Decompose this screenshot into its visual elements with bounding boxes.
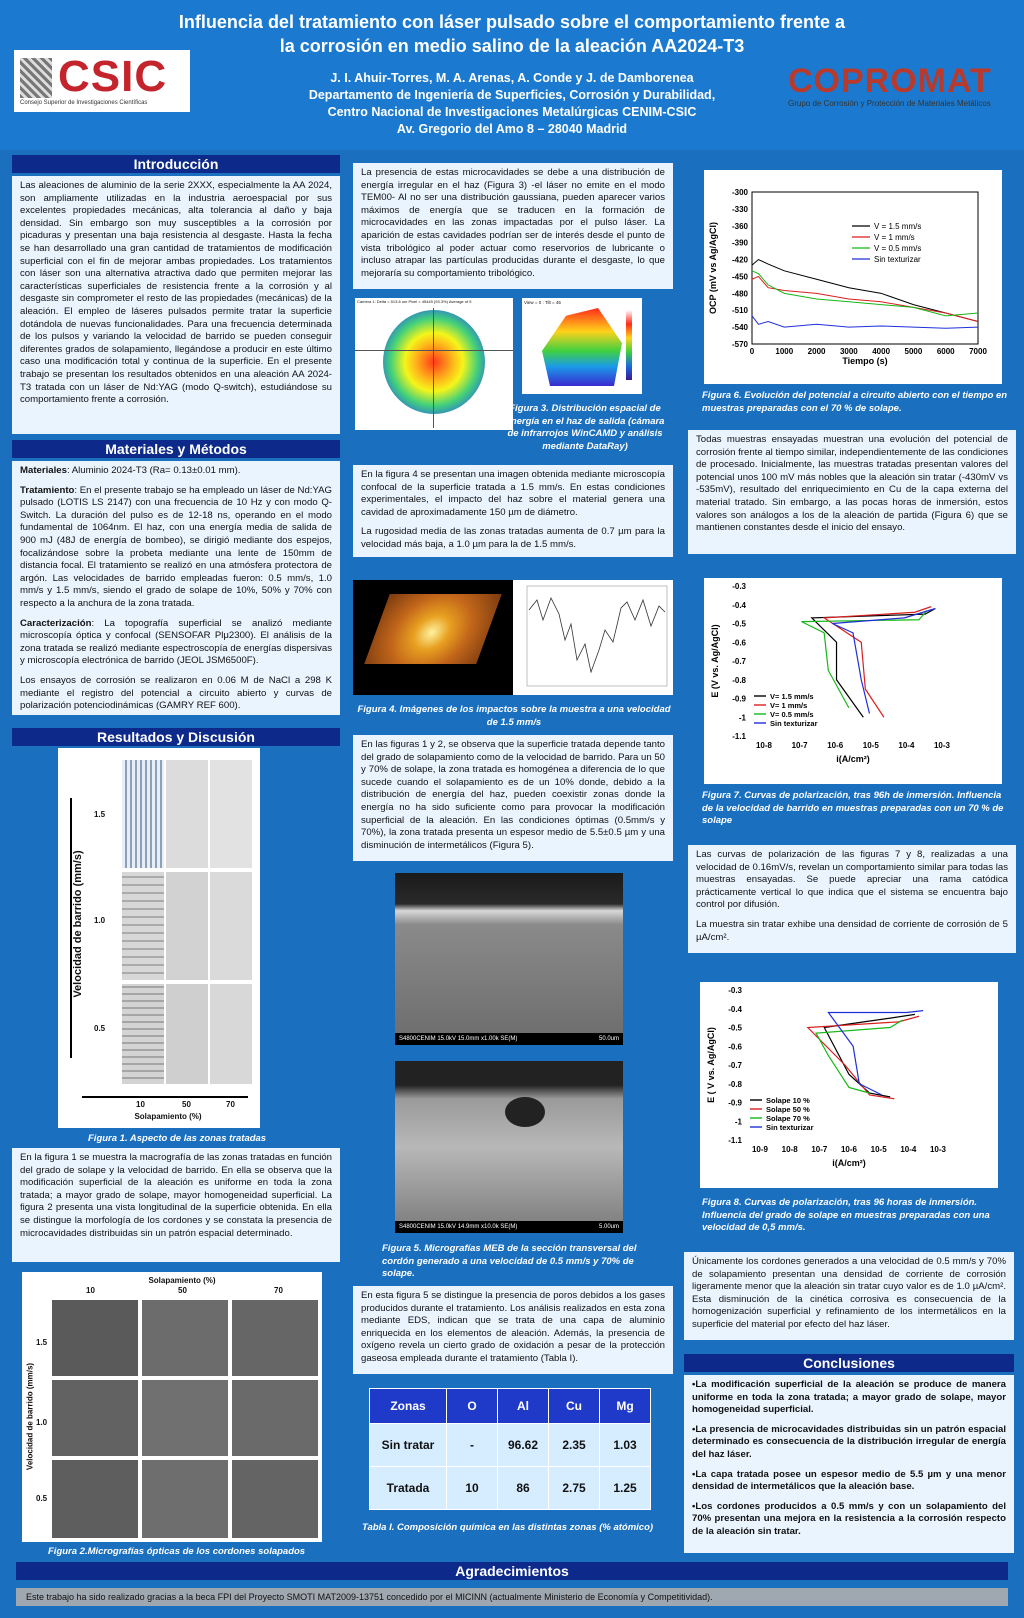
figure-6-legend-label: V = 1 mm/s bbox=[874, 233, 915, 242]
figure-2-xlabel: Solapamiento (%) bbox=[148, 1276, 216, 1285]
figure-5-sem-info-2: S4800CENIM 15.0kV 14.9mm x10.0k SE(M) bbox=[399, 1224, 518, 1230]
figure-3-label-right: View = 0 : Tilt = 45 bbox=[524, 300, 561, 305]
figure-1-sample-image bbox=[166, 872, 208, 980]
figure-8-xtick: 10-8 bbox=[781, 1145, 798, 1154]
table-cell: 1.03 bbox=[600, 1424, 651, 1467]
microcavities-paragraph: La presencia de estas microcavidades se debe a una distribución de energía irregular en el haz (Figura 3) -el láser no emite en el modo TEM00- Al no ser una distribución gaussiana, pueden aparecer varios máximos de energía que se traducen en la formación de microcavidades en las zonas impactadas por el pulso láser. La aparición de estas cavidades podrían ser de interés desde el punto de vista tribológico al poder actuar como reservorios de lubricante o incluso atrapar las partículas producidas durante el desgaste, lo que mejoraría su comportamiento tribológico. bbox=[361, 167, 665, 279]
figure-6-series-line bbox=[752, 276, 978, 321]
figure-8-series-line bbox=[824, 1014, 915, 1097]
eds-paragraph: En esta figura 5 se distingue la presencia de poros debidos a los gases producidos durante el tratamiento. Los análisis realizados en esta zona mediante EDS, indican que se trata de una capa de aluminio enriquecida en los elementos de aleación. Además, la presencia de oxígeno revela un cierto grado de oxidación a pesar de la protección gaseosa empleada durante el tratamiento (Tabla I). bbox=[361, 1290, 665, 1364]
figure-8-ylabel: E ( V vs. Ag/AgCl) bbox=[706, 1027, 716, 1103]
figure-7-ylabel: E (V vs. Ag/AgCl) bbox=[710, 624, 720, 698]
table-cell: Sin tratar bbox=[370, 1424, 447, 1467]
figure-2-micrograph bbox=[142, 1460, 228, 1538]
figure-2-xtick: 10 bbox=[86, 1286, 95, 1295]
figure-6-legend-label: V = 0.5 mm/s bbox=[874, 244, 922, 253]
figure-7-xtick: 10-3 bbox=[933, 741, 951, 750]
polarization-paragraph: Las curvas de polarización de las figuras 7 y 8, realizadas a una velocidad de 0.16mV/s, revelan un comportamiento similar para todas las muestras ensayadas. Se puede apreciar una rama catódica prácticamente vertical lo que indica que el sistema se encuentra bajo control por difusión. bbox=[696, 849, 1008, 911]
figure-8-legend-label: Sin texturizar bbox=[766, 1123, 814, 1132]
figure-6-caption: Figura 6. Evolución del potencial a circuito abierto con el tiempo en muestras preparadas con el 70 % de solape. bbox=[702, 390, 1008, 414]
figure-5-sem-bar-1 bbox=[395, 1033, 623, 1045]
figure-8-xtick: 10-3 bbox=[929, 1145, 947, 1154]
figure-5-sem-scale-2: 5.00um bbox=[598, 1224, 619, 1230]
figure-1-caption: Figura 1. Aspecto de las zonas tratadas bbox=[88, 1133, 267, 1144]
figure-6-ylabel: OCP (mV vs Ag/AgCl) bbox=[708, 221, 718, 315]
figure-6-ytick: -480 bbox=[731, 289, 748, 299]
figure-2-ytick: 1.5 bbox=[36, 1338, 48, 1347]
figure-3-heatmap bbox=[383, 310, 485, 414]
table-cell: Tratada bbox=[370, 1467, 447, 1510]
column-3-text-2 bbox=[688, 845, 1016, 953]
figure-5-sem-image-1 bbox=[395, 873, 623, 1045]
figure-6-xlabel: Tiempo (s) bbox=[842, 356, 888, 366]
figure-8-panel bbox=[700, 982, 998, 1188]
intro-text bbox=[12, 176, 340, 434]
csic-logo-word: CSIC bbox=[58, 52, 168, 101]
figure-5-sem-scale-1: 50.0um bbox=[598, 1036, 619, 1042]
table-row bbox=[370, 1467, 651, 1510]
figure-1-ytick: 1.0 bbox=[94, 916, 106, 925]
column-2-text-2 bbox=[353, 465, 673, 557]
conclusion-item: •Los cordones producidos a 0.5 mm/s y con un solapamiento del 70% presentan una mejora en la resistencia a la corrosión respecto de la aleación sin tratar. bbox=[692, 1500, 1006, 1537]
csic-logo bbox=[14, 50, 190, 112]
figure-2-caption: Figura 2.Micrografías ópticas de los cordones solapados bbox=[48, 1546, 306, 1557]
figure-7-ytick: -0.5 bbox=[732, 619, 746, 629]
table-header-row bbox=[370, 1389, 651, 1424]
figure-8-ytick: -0.7 bbox=[728, 1061, 742, 1070]
authors: J. I. Ahuir-Torres, M. A. Arenas, A. Conde y J. de Damborenea bbox=[330, 71, 694, 85]
figure-7-legend-label: V= 1.5 mm/s bbox=[770, 692, 814, 701]
section-conclusions-header: Conclusiones bbox=[684, 1354, 1014, 1372]
figure-7-xlabel: i(A/cm²) bbox=[836, 754, 870, 764]
figure-4-profile-svg bbox=[513, 580, 673, 695]
figure-6-series-line bbox=[752, 316, 978, 328]
characterization-paragraph bbox=[20, 618, 332, 668]
table-cell: 1.25 bbox=[600, 1467, 651, 1510]
table-caption: Tabla I. Composición química en las distintas zonas (% atómico) bbox=[362, 1522, 654, 1533]
figure-2-micrograph bbox=[232, 1460, 318, 1538]
figure-1-x-axis bbox=[82, 1096, 248, 1098]
current-density-paragraph: La muestra sin tratar exhibe una densidad de corriente de corrosión de 5 µA/cm². bbox=[696, 918, 1008, 943]
figure-1-ylabel: Velocidad de barrido (mm/s) bbox=[72, 850, 84, 998]
characterization-label: Caracterización bbox=[20, 617, 92, 629]
figure-6-panel bbox=[704, 170, 1002, 384]
figure-8-ytick: -0.3 bbox=[728, 986, 742, 995]
figure-6-xtick: 6000 bbox=[936, 347, 955, 356]
figure-4-profile-plot bbox=[513, 580, 673, 695]
table-header-cell: Zonas bbox=[370, 1389, 447, 1424]
figure-7-caption: Figura 7. Curvas de polarización, tras 96h de inmersión. Influencia de la velocidad de barrido en muestras preparadas con un 70 % de solape bbox=[702, 790, 1004, 826]
conclusion-item: •La modificación superficial de la aleación se produce de manera uniforme en toda la zona tratada; a mayor grado de solape, mayor homogeneidad superficial. bbox=[692, 1379, 1006, 1416]
figure-2-micrograph bbox=[52, 1380, 138, 1456]
table-header-cell: Cu bbox=[549, 1389, 600, 1424]
figure-6-ytick: -300 bbox=[731, 188, 748, 197]
figure-8-ytick: -0.5 bbox=[728, 1023, 742, 1033]
figure-7-xtick: 10-6 bbox=[827, 741, 844, 750]
figure-7-legend-label: V= 1 mm/s bbox=[770, 701, 808, 710]
materials-paragraph bbox=[20, 465, 332, 478]
acknowledgements-text: Este trabajo ha sido realizado gracias a la beca FPI del Proyecto SMOTI MAT2009-13751 concedido por el MICINN (actualmente Ministerio de Economía y Competitividad). bbox=[16, 1588, 1008, 1606]
table-cell: 96.62 bbox=[498, 1424, 549, 1467]
figure-6-xtick: 2000 bbox=[807, 347, 826, 356]
figure-8-xtick: 10-9 bbox=[751, 1145, 769, 1154]
figure-8-caption: Figura 8. Curvas de polarización, tras 96 horas de inmersión. Influencia del grado de solape en muestras preparadas con una velocidad de 0,5 mm/s. bbox=[702, 1197, 990, 1233]
address: Av. Gregorio del Amo 8 – 28040 Madrid bbox=[396, 122, 628, 136]
figure-4-surface bbox=[364, 594, 501, 664]
figure-6-ytick: -540 bbox=[731, 323, 748, 333]
figure-1-sample-image bbox=[122, 984, 164, 1084]
title-line-2: la corrosión en medio salino de la aleación AA2024-T3 bbox=[279, 36, 745, 56]
figure-8-ytick: -0.6 bbox=[728, 1042, 742, 1052]
figure-3-label-left: Camera 1: Delta = 513.6 um Pixel = 45445 (93.3%) Average of 5 bbox=[357, 299, 472, 304]
section-ack-header: Agradecimientos bbox=[16, 1562, 1008, 1580]
figure-7-series-line bbox=[832, 609, 935, 714]
figure-1-xtick: 50 bbox=[182, 1100, 191, 1109]
figure-6-legend-label: Sin texturizar bbox=[874, 255, 921, 264]
section-results-header: Resultados y Discusión bbox=[12, 728, 340, 746]
figure-6-series-line bbox=[752, 271, 978, 316]
figure-5-pore bbox=[505, 1097, 545, 1127]
figure-8-ytick: -0.8 bbox=[728, 1079, 742, 1089]
figure-7-ytick: -0.9 bbox=[732, 694, 746, 704]
conclusion-item: •La capa tratada posee un espesor medio de 5.5 µm y una menor densidad de intermetálicos que la aleación base. bbox=[692, 1468, 1006, 1493]
title-line-1: Influencia del tratamiento con láser pulsado sobre el comportamiento frente a bbox=[178, 12, 846, 32]
section-methods-header: Materiales y Métodos bbox=[12, 440, 340, 458]
figure-3-3d-profile bbox=[522, 298, 642, 394]
figure-8-legend-label: Solape 50 % bbox=[766, 1105, 810, 1114]
figure-6-xtick: 5000 bbox=[904, 347, 923, 356]
figure-8-xtick: 10-6 bbox=[840, 1145, 858, 1154]
figure-2-ytick: 1.0 bbox=[36, 1418, 48, 1427]
intro-paragraph: Las aleaciones de aluminio de la serie 2XXX, especialmente la AA 2024, son ampliamente utilizadas en la industria aeroespacial por sus excelentes propiedades mecánicas, alta tolerancia al daño y baja densidad. Sin embargo son muy susceptibles a la corrosión por picaduras y presentan una baja resistencia al desgaste. Hasta la fecha se han desarrollado una gran cantidad de tratamientos de modificación superficial con el fin de mejorar ambas propiedades. Los tratamientos con láser son una alternativa atractiva dado que permiten mejorar las características superficiales de resistencia frente a la corrosión y al desgaste sin comprometer el resto de las propiedades (mecánicas) de la aleación. El empleo de láseres pulsados permite tratar la superficie dotándola de nuevas funcionalidades. Para una frecuencia determinada de los pulsos y variando la velocidad de barrido se pueden conseguir diferentes grados de solapamiento, llegándose a producir en este último caso una modificación total y continua de la superficie. En el presente trabajo se presentan los resultados obtenidos en una aleación AA 2024-T3 tratada con un láser de Nd:YAG (modo Q-switch), estudiándose su comportamiento frente a corrosión. bbox=[20, 180, 332, 406]
table-header-cell: O bbox=[447, 1389, 498, 1424]
figure-8-legend-label: Solape 70 % bbox=[766, 1114, 810, 1123]
figure-6-chart bbox=[704, 170, 1002, 384]
treatment-label: Tratamiento bbox=[20, 484, 75, 496]
conclusion-item: •La presencia de microcavidades distribuidas sin un patrón espacial determinado es consecuencia de la distribución irregular de energía del haz láser. bbox=[692, 1423, 1006, 1460]
figure-2-ylabel: Velocidad de barrido (mm/s) bbox=[25, 1362, 35, 1471]
figure-1-sample-image bbox=[210, 760, 252, 868]
treatment-paragraph bbox=[20, 485, 332, 611]
corrosion-paragraph: Los ensayos de corrosión se realizaron en 0.06 M de NaCl a 298 K mediante el registro del potencial a circuito abierto y curvas de polarización potenciodinámicas (GAMRY REF 600). bbox=[20, 674, 332, 712]
figure-2-micrograph bbox=[142, 1380, 228, 1456]
figure-6-ytick: -330 bbox=[731, 204, 748, 214]
table-row bbox=[370, 1424, 651, 1467]
column-2-text-1 bbox=[353, 163, 673, 289]
figure-7-chart bbox=[704, 578, 1002, 784]
column-3-text-1 bbox=[688, 430, 1016, 554]
centre: Centro Nacional de Investigaciones Metalúrgicas CENIM-CSIC bbox=[327, 105, 697, 119]
figure-5-sem-info-1: S4800CENIM 15.0kV 15.0mm x1.00k SE(M) bbox=[399, 1036, 518, 1042]
figure-1-sample-image bbox=[166, 984, 208, 1084]
figure-8-ytick: -1 bbox=[734, 1117, 742, 1127]
figure-7-ytick: -1 bbox=[738, 713, 746, 723]
figure-7-xtick: 10-7 bbox=[791, 741, 808, 750]
confocal-paragraph: En la figura 4 se presentan una imagen obtenida mediante microscopía confocal de la superficie tratada a 1.5 mm/s. En estas condiciones experimentales, el impacto del haz sobre el material genera una cavidad de aproximadamente 150 µm de diámetro. bbox=[361, 469, 665, 518]
figure-4-caption: Figura 4. Imágenes de los impactos sobre la muestra a una velocidad de 1.5 mm/s bbox=[357, 704, 671, 728]
kinetics-paragraph: Únicamente los cordones generados a una velocidad de 0.5 mm/s y 70% de solapamiento presentan una densidad de corriente de corrosión ligeramente menor que la aleación sin tratar cuyo valor es de 1.0 µA/cm². Esta disminución de la cinética corrosiva es consecuencia de la homogenización superficial y refinamiento de los intermetálicos en la superficie del material por efecto del haz láser. bbox=[692, 1256, 1006, 1330]
figure-3-3d-surface bbox=[542, 308, 622, 386]
figure-1-sample-image bbox=[122, 872, 164, 980]
figure-6-ytick: -450 bbox=[731, 272, 748, 282]
figure-1-sample-image bbox=[210, 872, 252, 980]
treatment-value: : En el presente trabajo se ha empleado un láser de Nd:YAG pulsado (LOTIS LS 2147) con una frecuencia de 10 Hz y con modo Q-Switch. La duración del pulso es de 12-18 ns, operando en el modo fundamental de 1064nm. El haz, con una energía media de salida de 900 mJ (48J de energía de bombeo), se dirigió mediante dos espejos, focalizándose sobre la probeta mediante una lente de 150mm de distancia focal. El tratamiento se realizó en una atmósfera protectora de argón. Las velocidades de barrido empleadas fueron: 0.5 mm/s, 1.0 mm/s y 1.5 mm/s, siendo el grado de solape de 10%, 50% y 70% con respecto a la anchura de la zona tratada. bbox=[20, 484, 332, 609]
figure-7-ytick: -0.3 bbox=[732, 582, 746, 591]
figure-5-caption: Figura 5. Micrografías MEB de la sección transversal del cordón generado a una velocidad de 0.5 mm/s y 70% de solape. bbox=[382, 1243, 637, 1279]
column-2-text-3 bbox=[353, 735, 673, 861]
poster-title bbox=[150, 10, 874, 58]
figure-7-ytick: -0.6 bbox=[732, 638, 746, 648]
table-cell: 2.35 bbox=[549, 1424, 600, 1467]
figure-1-sample-image bbox=[122, 760, 164, 868]
authors-block bbox=[250, 70, 774, 138]
figure-2-micrograph bbox=[52, 1460, 138, 1538]
figure-6-xtick: 0 bbox=[749, 347, 755, 356]
figure-6-xtick: 4000 bbox=[872, 347, 891, 356]
figure-6-xtick: 3000 bbox=[839, 347, 858, 356]
figure-2-panel bbox=[22, 1272, 322, 1542]
copromat-logo-word: COPROMAT bbox=[788, 62, 992, 100]
figure-6-legend-label: V = 1.5 mm/s bbox=[874, 222, 922, 231]
csic-logo-subtitle: Consejo Superior de Investigaciones Científicas bbox=[20, 100, 148, 106]
csic-crest-icon bbox=[20, 58, 52, 98]
figure-1-paragraph: En la figura 1 se muestra la macrografía de las zonas tratadas en función del grado de solape y la velocidad de barrido. En ella se observa que la modificación superficial de la aleación es uniforme en toda la zona tratada; a mayor grado de solape, mayor homogeneidad superficial. La figura 2 presenta una vista longitudinal de la superficie obtenida. En ella se distingue la morfología de los cordones y se constata la presencia de microcavidades distribuidas sin un patrón espacial determinado. bbox=[20, 1152, 332, 1239]
figure-1-text bbox=[12, 1148, 340, 1262]
ocp-paragraph: Todas muestras ensayadas muestran una evolución del potencial de corrosión frente al tiempo similar, independientemente de las condiciones de procesado. Inicialmente, las muestras tratadas presentan valores del potencial unos 100 mV más nobles que la aleación sin tratar (-430mV vs -535mV), resultado del enriquecimiento en Cu de la capa externa del material tratado. Sin embargo, a las pocas horas de inmersión, estos valores son análogos a los de la aleación de partida (Figura 6) que se mantienen constantes desde el inicio del ensayo. bbox=[696, 434, 1008, 534]
methods-text bbox=[12, 461, 340, 715]
figure-2-xtick: 50 bbox=[178, 1286, 187, 1295]
figure-7-ytick: -1.1 bbox=[732, 732, 746, 741]
figure-6-plot-area bbox=[752, 192, 978, 344]
figure-2-micrograph bbox=[232, 1380, 318, 1456]
column-2-text-4 bbox=[353, 1286, 673, 1374]
materials-label: Materiales bbox=[20, 465, 67, 476]
figure-6-ytick: -420 bbox=[731, 255, 748, 265]
characterization-value: : La topografía superficial se analizó mediante microscopía óptica y confocal (SENSOFAR Plμ2300). El análisis de la zona tratada se realizó mediante espectroscopía de energías dispersivas y microscopía electrónica de barrido (JEOL JSM6500F). bbox=[20, 617, 332, 667]
figure-8-xtick: 10-5 bbox=[870, 1145, 887, 1154]
figure-5-sem-image-2 bbox=[395, 1061, 623, 1233]
figure-2-micrograph bbox=[52, 1300, 138, 1376]
figure-7-panel bbox=[704, 578, 1002, 784]
overlap-paragraph: En las figuras 1 y 2, se observa que la superficie tratada depende tanto del grado de solapamiento como de la velocidad de barrido. Para un 50 y 70% de solape, la zona tratada es homogénea a diferencia de lo que sucede cuando el solapamiento es de un 10% donde, debido a la distribución de energía del haz, pueden coexistir zonas donde la energía no ha sido suficiente como para provocar la modificación superficial de la aleación. En las condiciones óptimas (0.5mm/s y 70%), la zona tratada presenta un espesor medio de 5.5±0.5 µm y una disminución de intermetálicos (Figura 5). bbox=[361, 739, 666, 851]
figure-7-xtick: 10-8 bbox=[755, 741, 773, 750]
table-header-cell: Mg bbox=[600, 1389, 651, 1424]
figure-1-xtick: 70 bbox=[226, 1100, 235, 1109]
table-cell: 10 bbox=[447, 1467, 498, 1510]
figure-8-ytick: -0.4 bbox=[728, 1004, 742, 1014]
figure-7-ytick: -0.7 bbox=[732, 657, 746, 666]
figure-6-ytick: -510 bbox=[731, 306, 748, 316]
composition-table bbox=[369, 1388, 651, 1510]
figure-3-colorbar bbox=[626, 310, 632, 380]
figure-6-ytick: -390 bbox=[731, 238, 748, 248]
figure-6-xtick: 1000 bbox=[775, 347, 794, 356]
department: Departamento de Ingeniería de Superficies, Corrosión y Durabilidad, bbox=[308, 88, 716, 102]
figure-8-legend-label: Solape 10 % bbox=[766, 1096, 810, 1105]
table-cell: 86 bbox=[498, 1467, 549, 1510]
figure-2-micrograph bbox=[232, 1300, 318, 1376]
materials-value: : Aluminio 2024-T3 (Ra= 0.13±0.01 mm). bbox=[66, 465, 241, 476]
column-3-text-3 bbox=[684, 1252, 1014, 1340]
figure-3-caption: Figura 3. Distribución espacial de energía en el haz de salida (cámara de infrarrojos WinCAMD y análisis mediante DataRay) bbox=[505, 403, 665, 452]
figure-1-ytick: 0.5 bbox=[94, 1024, 106, 1033]
figure-4-confocal-image bbox=[353, 580, 513, 695]
figure-2-xtick: 70 bbox=[274, 1286, 283, 1295]
figure-1-xlabel: Solapamiento (%) bbox=[134, 1112, 202, 1121]
figure-1-ytick: 1.5 bbox=[94, 810, 106, 819]
figure-3-beam-profile bbox=[355, 298, 513, 430]
figure-7-xtick: 10-5 bbox=[862, 741, 879, 750]
conclusions-list bbox=[684, 1375, 1014, 1553]
section-intro-header: Introducción bbox=[12, 155, 340, 173]
figure-7-legend-label: Sin texturizar bbox=[770, 719, 818, 728]
figure-7-ytick: -0.8 bbox=[732, 675, 746, 685]
figure-1-sample-image bbox=[210, 984, 252, 1084]
table-cell: - bbox=[447, 1424, 498, 1467]
figure-8-xtick: 10-7 bbox=[811, 1145, 828, 1154]
roughness-paragraph: La rugosidad media de las zonas tratadas aumenta de 0.7 µm para la velocidad más baja, a 1.0 µm para la de 1.5 mm/s. bbox=[361, 526, 665, 550]
copromat-logo-subtitle: Grupo de Corrosión y Protección de Materiales Metálicos bbox=[788, 99, 991, 108]
figure-6-ytick: -570 bbox=[731, 340, 748, 349]
figure-8-chart bbox=[700, 982, 998, 1188]
figure-8-ytick: -1.1 bbox=[728, 1136, 742, 1145]
figure-8-ytick: -0.9 bbox=[728, 1098, 742, 1108]
figure-8-xlabel: i(A/cm²) bbox=[832, 1158, 866, 1168]
figure-1-panel bbox=[58, 748, 260, 1128]
figure-2-micrograph bbox=[142, 1300, 228, 1376]
figure-8-xtick: 10-4 bbox=[900, 1145, 917, 1154]
figure-6-xtick: 7000 bbox=[969, 347, 987, 356]
copromat-logo bbox=[788, 62, 1012, 122]
figure-7-ytick: -0.4 bbox=[732, 600, 746, 610]
figure-7-legend-label: V= 0.5 mm/s bbox=[770, 710, 814, 719]
figure-7-xtick: 10-4 bbox=[898, 741, 915, 750]
figure-1-sample-image bbox=[166, 760, 208, 868]
table-header-cell: Al bbox=[498, 1389, 549, 1424]
figure-6-ytick: -360 bbox=[731, 221, 748, 231]
figure-5-sem-bar-2 bbox=[395, 1221, 623, 1233]
figure-1-xtick: 10 bbox=[136, 1100, 145, 1109]
figure-2-ytick: 0.5 bbox=[36, 1494, 48, 1503]
table-cell: 2.75 bbox=[549, 1467, 600, 1510]
